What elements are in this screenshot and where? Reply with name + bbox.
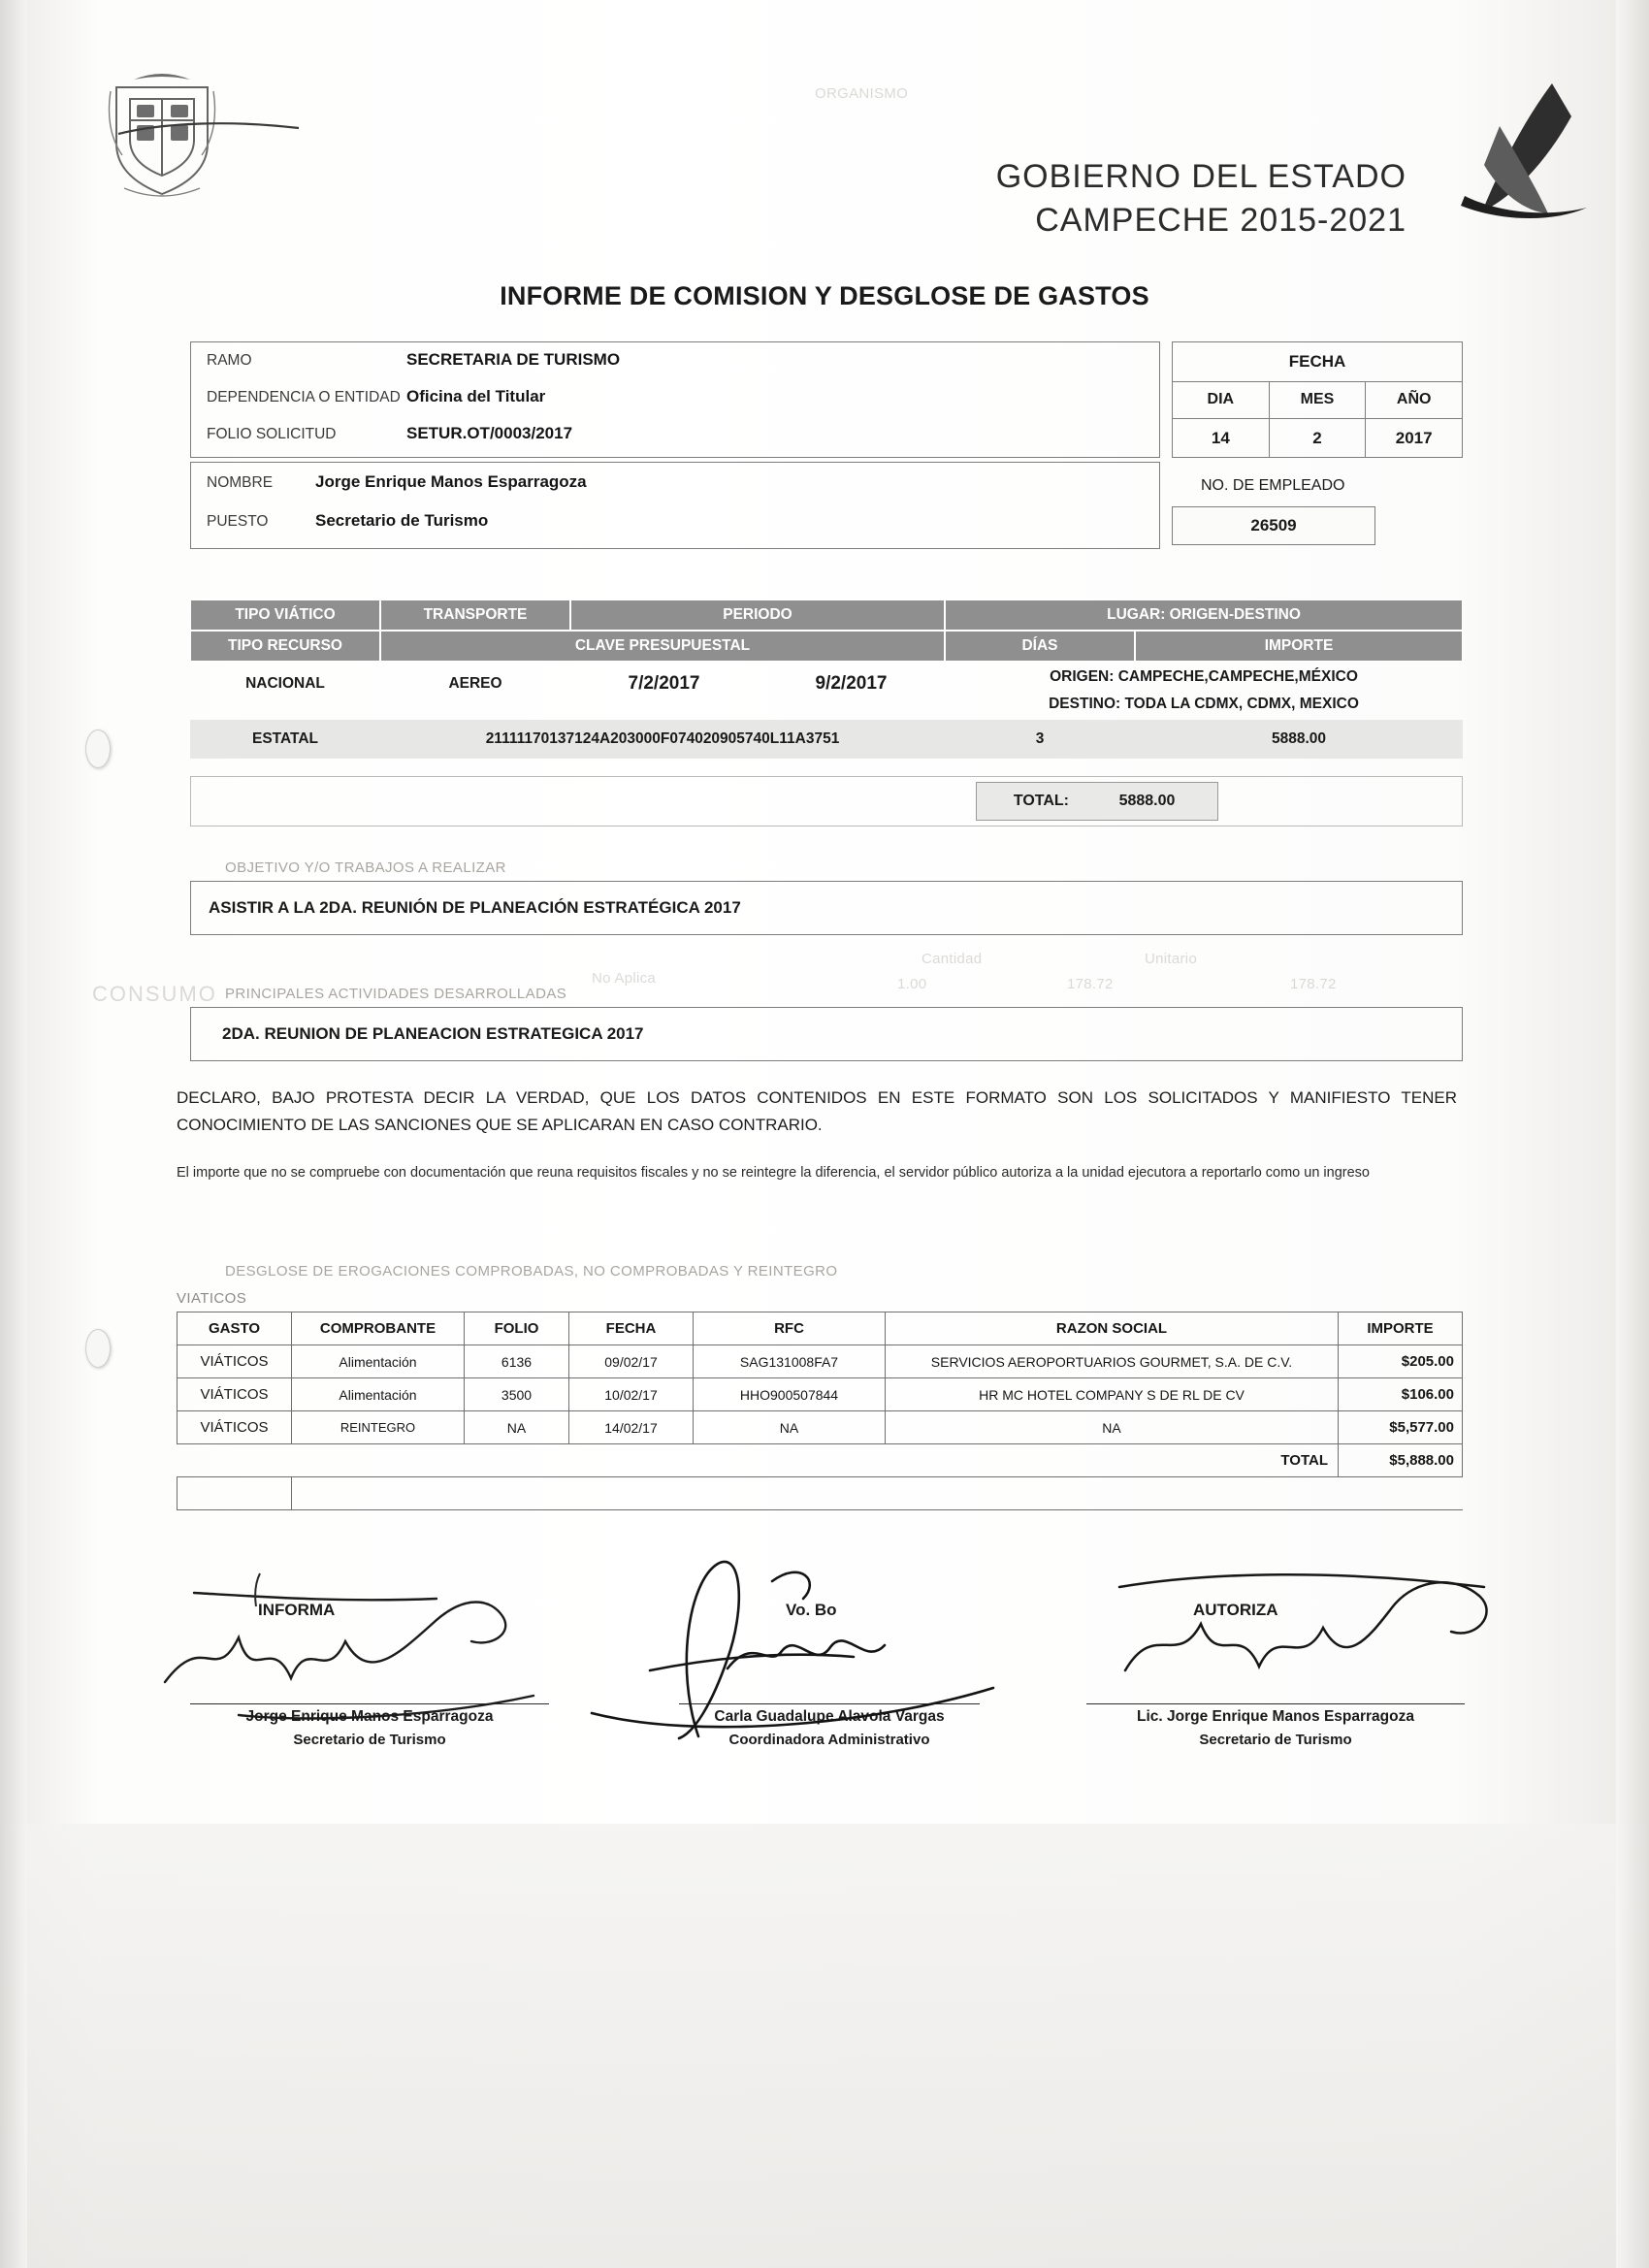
date-day-value: 14 xyxy=(1211,429,1230,447)
desglose-caption: DESGLOSE DE EROGACIONES COMPROBADAS, NO COMPROBADAS Y REINTEGRO xyxy=(225,1263,838,1280)
viatico-total-value: 5888.00 xyxy=(1118,793,1176,809)
expense-comprobante: Alimentación xyxy=(292,1378,465,1411)
viatico-total-box xyxy=(976,782,1218,821)
nombre-label: NOMBRE xyxy=(207,474,274,491)
dependencia-value: Oficina del Titular xyxy=(406,387,546,405)
date-box xyxy=(1172,341,1463,458)
expense-importe: $5,577.00 xyxy=(1339,1411,1463,1444)
expense-folio: 3500 xyxy=(465,1378,569,1411)
expense-fecha: 14/02/17 xyxy=(569,1411,694,1444)
viatico-header-row-2 xyxy=(190,631,1463,662)
date-month-column xyxy=(1269,381,1366,458)
viatico-data-row-1 xyxy=(190,662,1463,720)
objetivo-caption: OBJETIVO Y/O TRABAJOS A REALIZAR xyxy=(225,859,506,876)
expense-folio: 6136 xyxy=(465,1345,569,1378)
viatico-periodo-inicio: 7/2/2017 xyxy=(628,673,700,694)
viatico-destino: DESTINO: TODA LA CDMX, CDMX, MEXICO xyxy=(1049,696,1359,713)
viatico-total-label: TOTAL: xyxy=(1013,793,1069,809)
expenses-empty-cell xyxy=(178,1477,292,1510)
expenses-col-fecha: FECHA xyxy=(569,1312,694,1345)
expense-rfc: HHO900507844 xyxy=(694,1378,886,1411)
viatico-header-periodo: PERIODO xyxy=(570,599,945,631)
table-row xyxy=(178,1345,1463,1378)
expenses-empty-row xyxy=(178,1477,1463,1510)
viatico-header-dias: DÍAS xyxy=(945,631,1135,662)
viatico-clave-value: 21111170137124A203000F074020905740L11A3751 xyxy=(380,720,945,759)
expenses-col-folio: FOLIO xyxy=(465,1312,569,1345)
declaration-text: DECLARO, BAJO PROTESTA DECIR LA VERDAD, QUE LOS DATOS CONTENIDOS EN ESTE FORMATO SON LOS SOLICITADOS Y MANIFIESTO TENER CONOCIMIENTO DE LAS SANCIONES QUE SE APLICARAN EN CASO CONTRARIO. xyxy=(177,1088,1457,1134)
expense-comprobante: REINTEGRO xyxy=(292,1411,465,1444)
signature-caption-vobo: Vo. Bo xyxy=(786,1601,837,1619)
expense-razon-social: NA xyxy=(886,1411,1339,1444)
date-day-column xyxy=(1173,381,1269,458)
date-year-label: AÑO xyxy=(1366,381,1462,419)
viatico-header-clave: CLAVE PRESUPUESTAL xyxy=(380,631,945,662)
viatico-importe-value: 5888.00 xyxy=(1135,720,1463,759)
ghost-text-8: 178.72 xyxy=(1067,976,1114,992)
ghost-text-6: Unitario xyxy=(1145,951,1198,967)
ghost-text-3: CONSUMO xyxy=(92,982,217,1006)
viatico-recurso-value: ESTATAL xyxy=(190,720,380,759)
objetivo-text: ASISTIR A LA 2DA. REUNIÓN DE PLANEACIÓN ESTRATÉGICA 2017 xyxy=(209,898,741,917)
signature-position-informa: Secretario de Turismo xyxy=(293,1732,446,1748)
viatico-header-row-1 xyxy=(190,599,1463,631)
table-row xyxy=(178,1378,1463,1411)
expenses-col-importe: IMPORTE xyxy=(1339,1312,1463,1345)
employee-info-box xyxy=(190,462,1160,549)
actividades-caption: PRINCIPALES ACTIVIDADES DESARROLLADAS xyxy=(225,986,567,1002)
viatico-table xyxy=(190,599,1463,759)
signature-position-vobo: Coordinadora Administrativo xyxy=(728,1732,930,1748)
expense-gasto: VIÁTICOS xyxy=(178,1411,292,1444)
signature-block-vobo xyxy=(679,1601,980,1748)
signature-name-autoriza: Lic. Jorge Enrique Manos Esparragoza xyxy=(1086,1703,1465,1726)
expenses-header-row xyxy=(178,1312,1463,1345)
expense-importe: $205.00 xyxy=(1339,1345,1463,1378)
ghost-text-5: Cantidad xyxy=(922,951,983,967)
government-title-line2: CAMPECHE 2015-2021 xyxy=(1035,202,1406,240)
viatico-lugar-cell xyxy=(945,662,1463,720)
expenses-col-comprobante: COMPROBANTE xyxy=(292,1312,465,1345)
viatico-header-tipo-recurso: TIPO RECURSO xyxy=(190,631,380,662)
ghost-text-7: 1.00 xyxy=(897,976,927,992)
signature-block-informa xyxy=(190,1601,549,1748)
expense-fecha: 09/02/17 xyxy=(569,1345,694,1378)
folio-label: FOLIO SOLICITUD xyxy=(207,426,337,442)
entity-info-box xyxy=(190,341,1160,458)
expenses-col-razon-social: RAZON SOCIAL xyxy=(886,1312,1339,1345)
signature-caption-autoriza: AUTORIZA xyxy=(1193,1601,1278,1619)
viatico-header-transporte: TRANSPORTE xyxy=(380,599,570,631)
expense-comprobante: Alimentación xyxy=(292,1345,465,1378)
expenses-col-rfc: RFC xyxy=(694,1312,886,1345)
signature-name-vobo: Carla Guadalupe Alavola Vargas xyxy=(679,1703,980,1726)
expense-rfc: SAG131008FA7 xyxy=(694,1345,886,1378)
expense-razon-social: HR MC HOTEL COMPANY S DE RL DE CV xyxy=(886,1378,1339,1411)
expenses-table xyxy=(177,1312,1463,1510)
viatico-header-importe: IMPORTE xyxy=(1135,631,1463,662)
expenses-total-row xyxy=(178,1444,1463,1477)
signature-name-informa: Jorge Enrique Manos Esparragoza xyxy=(190,1703,549,1726)
viatico-transporte-value: AEREO xyxy=(448,675,502,692)
actividades-box xyxy=(190,1007,1463,1061)
government-title-line1: GOBIERNO DEL ESTADO xyxy=(995,158,1406,195)
signature-position-autoriza: Secretario de Turismo xyxy=(1199,1732,1352,1748)
viatico-header-tipo-viatico: TIPO VIÁTICO xyxy=(190,599,380,631)
table-row xyxy=(178,1411,1463,1444)
viatico-periodo-fin: 9/2/2017 xyxy=(815,673,888,694)
viatico-dias-value: 3 xyxy=(945,720,1135,759)
government-title xyxy=(996,155,1406,243)
objetivo-box xyxy=(190,881,1463,935)
date-year-column xyxy=(1365,381,1462,458)
expense-folio: NA xyxy=(465,1411,569,1444)
puesto-value: Secretario de Turismo xyxy=(315,511,489,530)
date-day-label: DIA xyxy=(1173,381,1269,419)
employee-number-box xyxy=(1172,506,1375,545)
employee-number-label: NO. DE EMPLEADO xyxy=(1201,477,1345,494)
signature-caption-informa: INFORMA xyxy=(258,1601,336,1619)
expense-rfc: NA xyxy=(694,1411,886,1444)
ghost-text-9: 178.72 xyxy=(1290,976,1337,992)
employee-number-value: 26509 xyxy=(1250,516,1297,535)
declaration-note: El importe que no se compruebe con documentación que reuna requisitos fiscales y no se reintegre la diferencia, el servidor público autoriza a la unidad ejecutora a reportarlo como un ingreso xyxy=(177,1165,1370,1181)
folio-value: SETUR.OT/0003/2017 xyxy=(406,424,573,442)
viatico-data-row-2 xyxy=(190,720,1463,759)
expense-importe: $106.00 xyxy=(1339,1378,1463,1411)
viatico-header-lugar: LUGAR: ORIGEN-DESTINO xyxy=(945,599,1463,631)
desglose-subcaption: VIATICOS xyxy=(177,1290,247,1307)
viatico-empty-strip xyxy=(190,776,1463,826)
expenses-col-gasto: GASTO xyxy=(178,1312,292,1345)
expense-gasto: VIÁTICOS xyxy=(178,1345,292,1378)
date-year-value: 2017 xyxy=(1395,429,1433,447)
ghost-text-1: ORGANISMO xyxy=(815,85,909,102)
campeche-crest-icon xyxy=(105,70,219,201)
date-month-value: 2 xyxy=(1312,429,1322,447)
expenses-total-value: $5,888.00 xyxy=(1339,1444,1463,1477)
campeche-brand-logo-icon xyxy=(1406,76,1591,221)
dependencia-label: DEPENDENCIA O ENTIDAD xyxy=(207,389,401,405)
ghost-text-4: No Aplica xyxy=(592,970,657,987)
expense-razon-social: SERVICIOS AEROPORTUARIOS GOURMET, S.A. DE C.V. xyxy=(886,1345,1339,1378)
page-title: INFORME DE COMISION Y DESGLOSE DE GASTOS xyxy=(500,281,1149,310)
expenses-total-label: TOTAL xyxy=(178,1444,1339,1477)
ramo-label: RAMO xyxy=(207,352,252,369)
puesto-label: PUESTO xyxy=(207,513,269,530)
ramo-value: SECRETARIA DE TURISMO xyxy=(406,350,621,369)
viatico-tipo-value: NACIONAL xyxy=(245,675,325,692)
expense-gasto: VIÁTICOS xyxy=(178,1378,292,1411)
expenses-empty-span xyxy=(292,1477,1463,1510)
expense-fecha: 10/02/17 xyxy=(569,1378,694,1411)
date-box-title: FECHA xyxy=(1173,342,1462,382)
nombre-value: Jorge Enrique Manos Esparragoza xyxy=(315,472,587,491)
viatico-origen: ORIGEN: CAMPECHE,CAMPECHE,MÉXICO xyxy=(1050,668,1358,685)
date-month-label: MES xyxy=(1270,381,1366,419)
actividades-text: 2DA. REUNION DE PLANEACION ESTRATEGICA 2017 xyxy=(222,1024,644,1043)
signature-block-autoriza xyxy=(1086,1601,1465,1748)
